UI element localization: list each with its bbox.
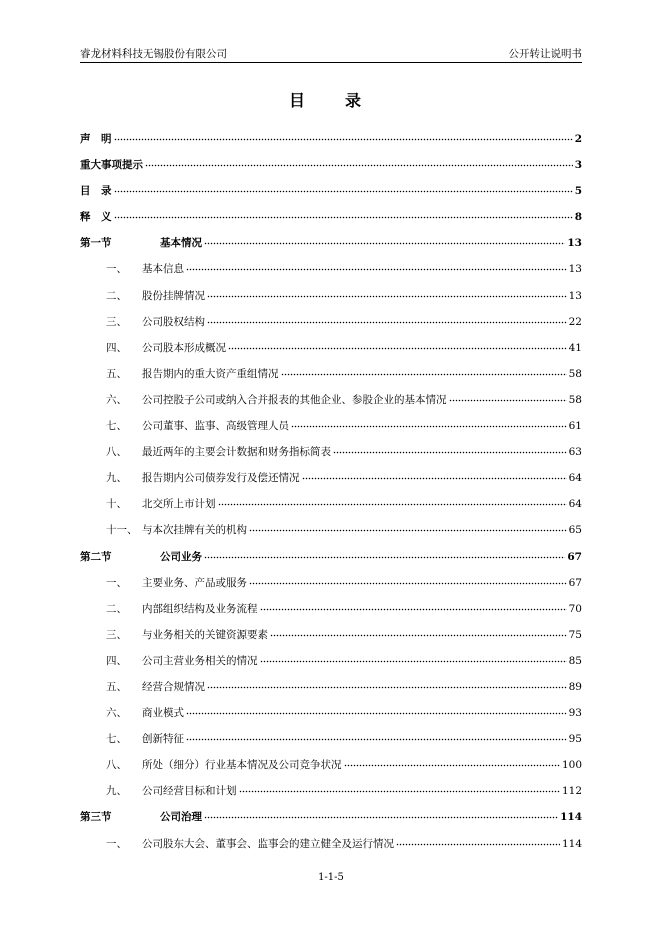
toc-entry-label: 释 义 — [80, 211, 112, 224]
toc-entry-label: 公司经营目标和计划 — [142, 785, 237, 798]
toc-entry-number: 一、 — [106, 263, 127, 276]
dot-leader — [333, 443, 567, 455]
table-of-contents — [80, 126, 582, 857]
dot-leader — [260, 600, 567, 612]
dot-leader — [145, 156, 573, 168]
toc-entry-page: 93 — [568, 707, 582, 720]
toc-entry-label: 公司主营业务相关的情况 — [142, 654, 258, 667]
toc-entry-page: 89 — [568, 680, 582, 693]
toc-entry-number: 第三节 — [80, 811, 112, 824]
toc-entry-page: 70 — [568, 602, 582, 615]
toc-entry-page: 114 — [560, 811, 582, 824]
toc-entry-page: 112 — [561, 785, 582, 798]
toc-entry-number: 五、 — [106, 680, 127, 693]
toc-entry-label: 基本信息 — [142, 263, 184, 276]
toc-entry-page: 5 — [574, 185, 582, 198]
toc-entry[interactable] — [80, 648, 582, 674]
dot-leader — [218, 495, 567, 507]
toc-entry-number: 十一、 — [106, 524, 138, 537]
dot-leader — [281, 365, 567, 377]
toc-entry[interactable] — [80, 309, 582, 335]
toc-entry-number: 一、 — [106, 837, 127, 850]
toc-entry-label: 所处（细分）行业基本情况及公司竞争状况 — [142, 759, 342, 772]
dot-leader — [449, 391, 567, 403]
dot-leader — [249, 521, 567, 533]
toc-entry-label: 报告期内的重大资产重组情况 — [142, 367, 279, 380]
toc-entry-label: 公司业务 — [160, 550, 202, 563]
dot-leader — [228, 339, 567, 351]
toc-entry-label: 北交所上市计划 — [142, 498, 216, 511]
toc-entry-number: 一、 — [106, 576, 127, 589]
dot-leader — [302, 469, 567, 481]
toc-title: 目 录 — [288, 91, 373, 110]
dot-leader — [204, 548, 565, 560]
dot-leader — [114, 130, 573, 142]
toc-entry[interactable] — [80, 596, 582, 622]
toc-entry-page: 85 — [568, 654, 582, 667]
toc-entry[interactable] — [80, 126, 582, 152]
toc-entry-page: 95 — [568, 733, 582, 746]
dot-leader — [204, 808, 558, 820]
toc-entry-number: 六、 — [106, 393, 127, 406]
toc-entry-label: 主要业务、产品或服务 — [142, 576, 247, 589]
dot-leader — [396, 835, 560, 847]
toc-entry[interactable] — [80, 256, 582, 282]
toc-entry-label: 与本次挂牌有关的机构 — [142, 524, 247, 537]
toc-entry-page: 67 — [568, 576, 582, 589]
toc-entry-label: 经营合规情况 — [142, 680, 205, 693]
toc-entry-page: 2 — [574, 133, 582, 145]
toc-entry[interactable] — [80, 413, 582, 439]
toc-entry[interactable] — [80, 465, 582, 491]
toc-entry[interactable] — [80, 517, 582, 543]
toc-entry-page: 64 — [568, 498, 582, 511]
toc-entry-label: 基本情况 — [160, 237, 202, 250]
toc-entry-label: 公司治理 — [160, 811, 202, 824]
toc-entry[interactable] — [80, 570, 582, 596]
toc-entry[interactable] — [80, 622, 582, 648]
toc-entry-page: 63 — [568, 446, 582, 459]
toc-entry-label: 重大事项提示 — [80, 159, 143, 172]
dot-leader — [344, 756, 560, 768]
dot-leader — [186, 704, 567, 716]
toc-entry-label: 公司控股子公司或纳入合并报表的其他企业、参股企业的基本情况 — [142, 393, 447, 406]
toc-entry-page: 13 — [568, 289, 582, 302]
document-type: 公开转让说明书 — [508, 48, 582, 60]
toc-entry-page: 13 — [568, 263, 582, 276]
toc-entry-number: 四、 — [106, 654, 127, 667]
dot-leader — [207, 678, 567, 690]
toc-entry[interactable] — [80, 204, 582, 230]
toc-entry-label: 创新特征 — [142, 733, 184, 746]
dot-leader — [239, 782, 560, 794]
toc-entry[interactable] — [80, 752, 582, 778]
toc-entry[interactable] — [80, 726, 582, 752]
toc-entry-number: 三、 — [106, 628, 127, 641]
toc-entry-page: 75 — [568, 628, 582, 641]
toc-entry-label: 报告期内公司债券发行及偿还情况 — [142, 472, 300, 485]
toc-entry-number: 第一节 — [80, 237, 112, 250]
toc-entry-page: 61 — [568, 420, 582, 433]
toc-entry[interactable] — [80, 335, 582, 361]
toc-entry-page: 100 — [561, 759, 582, 772]
toc-entry-label: 公司董事、监事、高级管理人员 — [142, 420, 289, 433]
page-number: 1-1-5 — [318, 872, 344, 883]
toc-entry[interactable] — [80, 178, 582, 204]
page-header — [80, 44, 582, 63]
toc-entry-page: 41 — [568, 341, 582, 354]
toc-entry-page: 8 — [574, 211, 582, 224]
toc-entry[interactable] — [80, 804, 582, 830]
toc-entry-number: 三、 — [106, 315, 127, 328]
toc-entry-page: 65 — [568, 524, 582, 537]
dot-leader — [207, 287, 567, 299]
toc-entry-page: 13 — [567, 237, 582, 250]
toc-entry-number: 五、 — [106, 367, 127, 380]
toc-entry[interactable] — [80, 283, 582, 309]
toc-entry-page: 58 — [568, 393, 582, 406]
toc-entry-label: 公司股本形成概况 — [142, 341, 226, 354]
toc-entry-page: 67 — [567, 550, 582, 563]
toc-entry[interactable] — [80, 439, 582, 465]
toc-entry-label: 内部组织结构及业务流程 — [142, 602, 258, 615]
toc-entry-page: 64 — [568, 472, 582, 485]
toc-entry-number: 八、 — [106, 759, 127, 772]
toc-entry-label: 股份挂牌情况 — [142, 289, 205, 302]
toc-entry-label: 最近两年的主要会计数据和财务指标简表 — [142, 446, 331, 459]
toc-entry-page: 58 — [568, 367, 582, 380]
dot-leader — [249, 574, 567, 586]
toc-entry-number: 四、 — [106, 341, 127, 354]
toc-entry-label: 商业模式 — [142, 707, 184, 720]
toc-entry[interactable] — [80, 387, 582, 413]
toc-entry-label: 公司股东大会、董事会、监事会的建立健全及运行情况 — [142, 837, 394, 850]
toc-entry-number: 第二节 — [80, 550, 112, 563]
dot-leader — [260, 652, 567, 664]
dot-leader — [114, 208, 573, 220]
toc-entry[interactable] — [80, 491, 582, 517]
toc-entry-number: 九、 — [106, 785, 127, 798]
toc-entry-number: 六、 — [106, 707, 127, 720]
toc-entry-number: 九、 — [106, 472, 127, 485]
dot-leader — [204, 234, 565, 246]
toc-entry[interactable] — [80, 778, 582, 804]
toc-entry[interactable] — [80, 544, 582, 570]
dot-leader — [207, 313, 567, 325]
dot-leader — [291, 417, 567, 429]
toc-entry[interactable] — [80, 674, 582, 700]
toc-entry[interactable] — [80, 152, 582, 178]
toc-entry-label: 目 录 — [80, 185, 112, 198]
toc-entry[interactable] — [80, 361, 582, 387]
dot-leader — [114, 182, 573, 194]
toc-entry[interactable] — [80, 230, 582, 256]
company-name: 睿龙材料科技无锡股份有限公司 — [80, 48, 227, 60]
toc-entry-number: 八、 — [106, 446, 127, 459]
toc-entry[interactable] — [80, 831, 582, 857]
toc-entry-number: 七、 — [106, 420, 127, 433]
toc-entry-number: 七、 — [106, 733, 127, 746]
toc-entry-number: 十、 — [106, 498, 127, 511]
toc-entry-page: 22 — [568, 315, 582, 328]
toc-entry-label: 声 明 — [80, 133, 112, 145]
dot-leader — [186, 260, 567, 272]
toc-entry-number: 二、 — [106, 602, 127, 615]
toc-entry-label: 与业务相关的关键资源要素 — [142, 628, 268, 641]
toc-entry-page: 3 — [574, 159, 582, 172]
toc-entry-number: 二、 — [106, 289, 127, 302]
toc-entry-page: 114 — [561, 837, 582, 850]
dot-leader — [270, 626, 567, 638]
toc-entry-label: 公司股权结构 — [142, 315, 205, 328]
toc-entry[interactable] — [80, 700, 582, 726]
dot-leader — [186, 730, 567, 742]
